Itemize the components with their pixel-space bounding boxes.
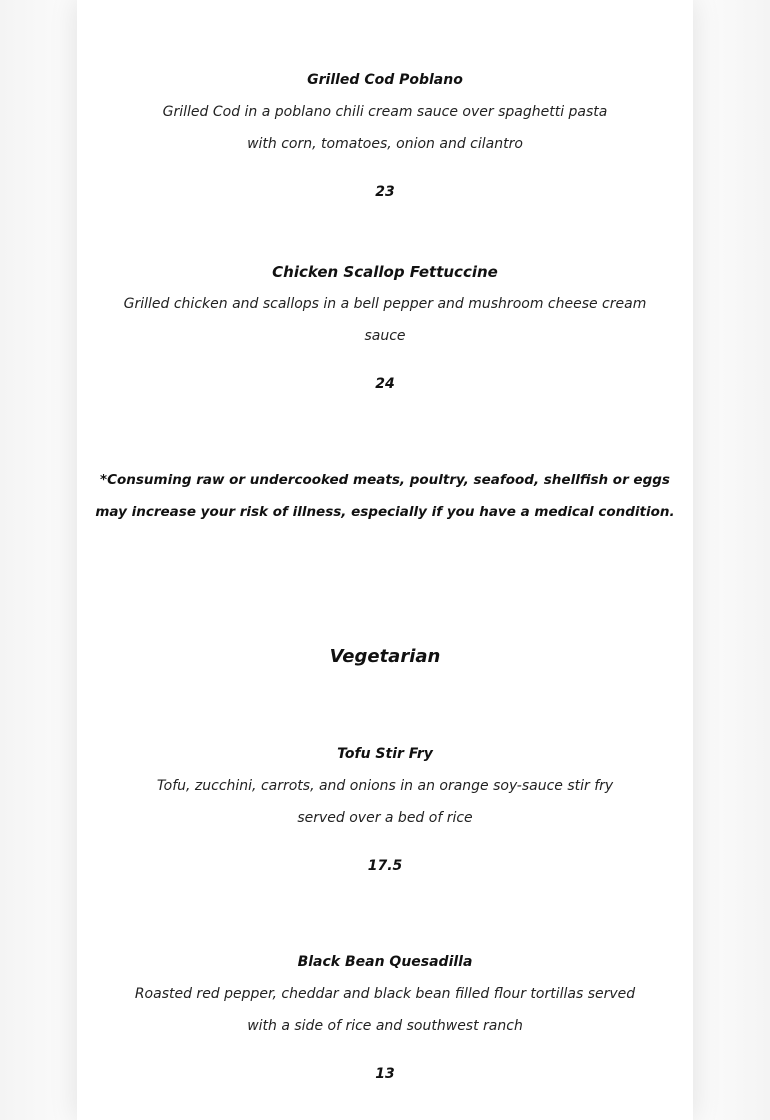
menu-item-description: Tofu, zucchini, carrots, and onions in an orange soy-sauce stir fry [156,778,614,794]
menu-item-price: 24 [375,376,395,392]
menu-item-description: sauce [364,328,406,344]
menu-item-description: Roasted red pepper, cheddar and black bean filled flour tortillas served [134,986,636,1002]
food-safety-warning: *Consuming raw or undercooked meats, poultry, seafood, shellfish or eggs [100,472,670,488]
menu-item-price: 13 [375,1066,395,1082]
menu-item-description: Grilled chicken and scallops in a bell pepper and mushroom cheese cream [123,296,647,312]
menu-item-name: Black Bean Quesadilla [297,954,473,970]
menu-item-name: Grilled Cod Poblano [307,72,463,88]
menu-item-name: Tofu Stir Fry [337,746,433,762]
menu-item-description: with a side of rice and southwest ranch [247,1018,523,1034]
section-title: Vegetarian [329,646,441,667]
menu-page [77,0,693,1120]
menu-item-price: 23 [375,184,395,200]
menu-item-description: Grilled Cod in a poblano chili cream sauce over spaghetti pasta [162,104,608,120]
food-safety-warning: may increase your risk of illness, especially if you have a medical condition. [95,504,675,520]
menu-item-description: with corn, tomatoes, onion and cilantro [247,136,523,152]
menu-item-description: served over a bed of rice [297,810,473,826]
menu-item-price: 17.5 [367,858,403,874]
menu-item-name: Chicken Scallop Fettuccine [272,263,498,281]
